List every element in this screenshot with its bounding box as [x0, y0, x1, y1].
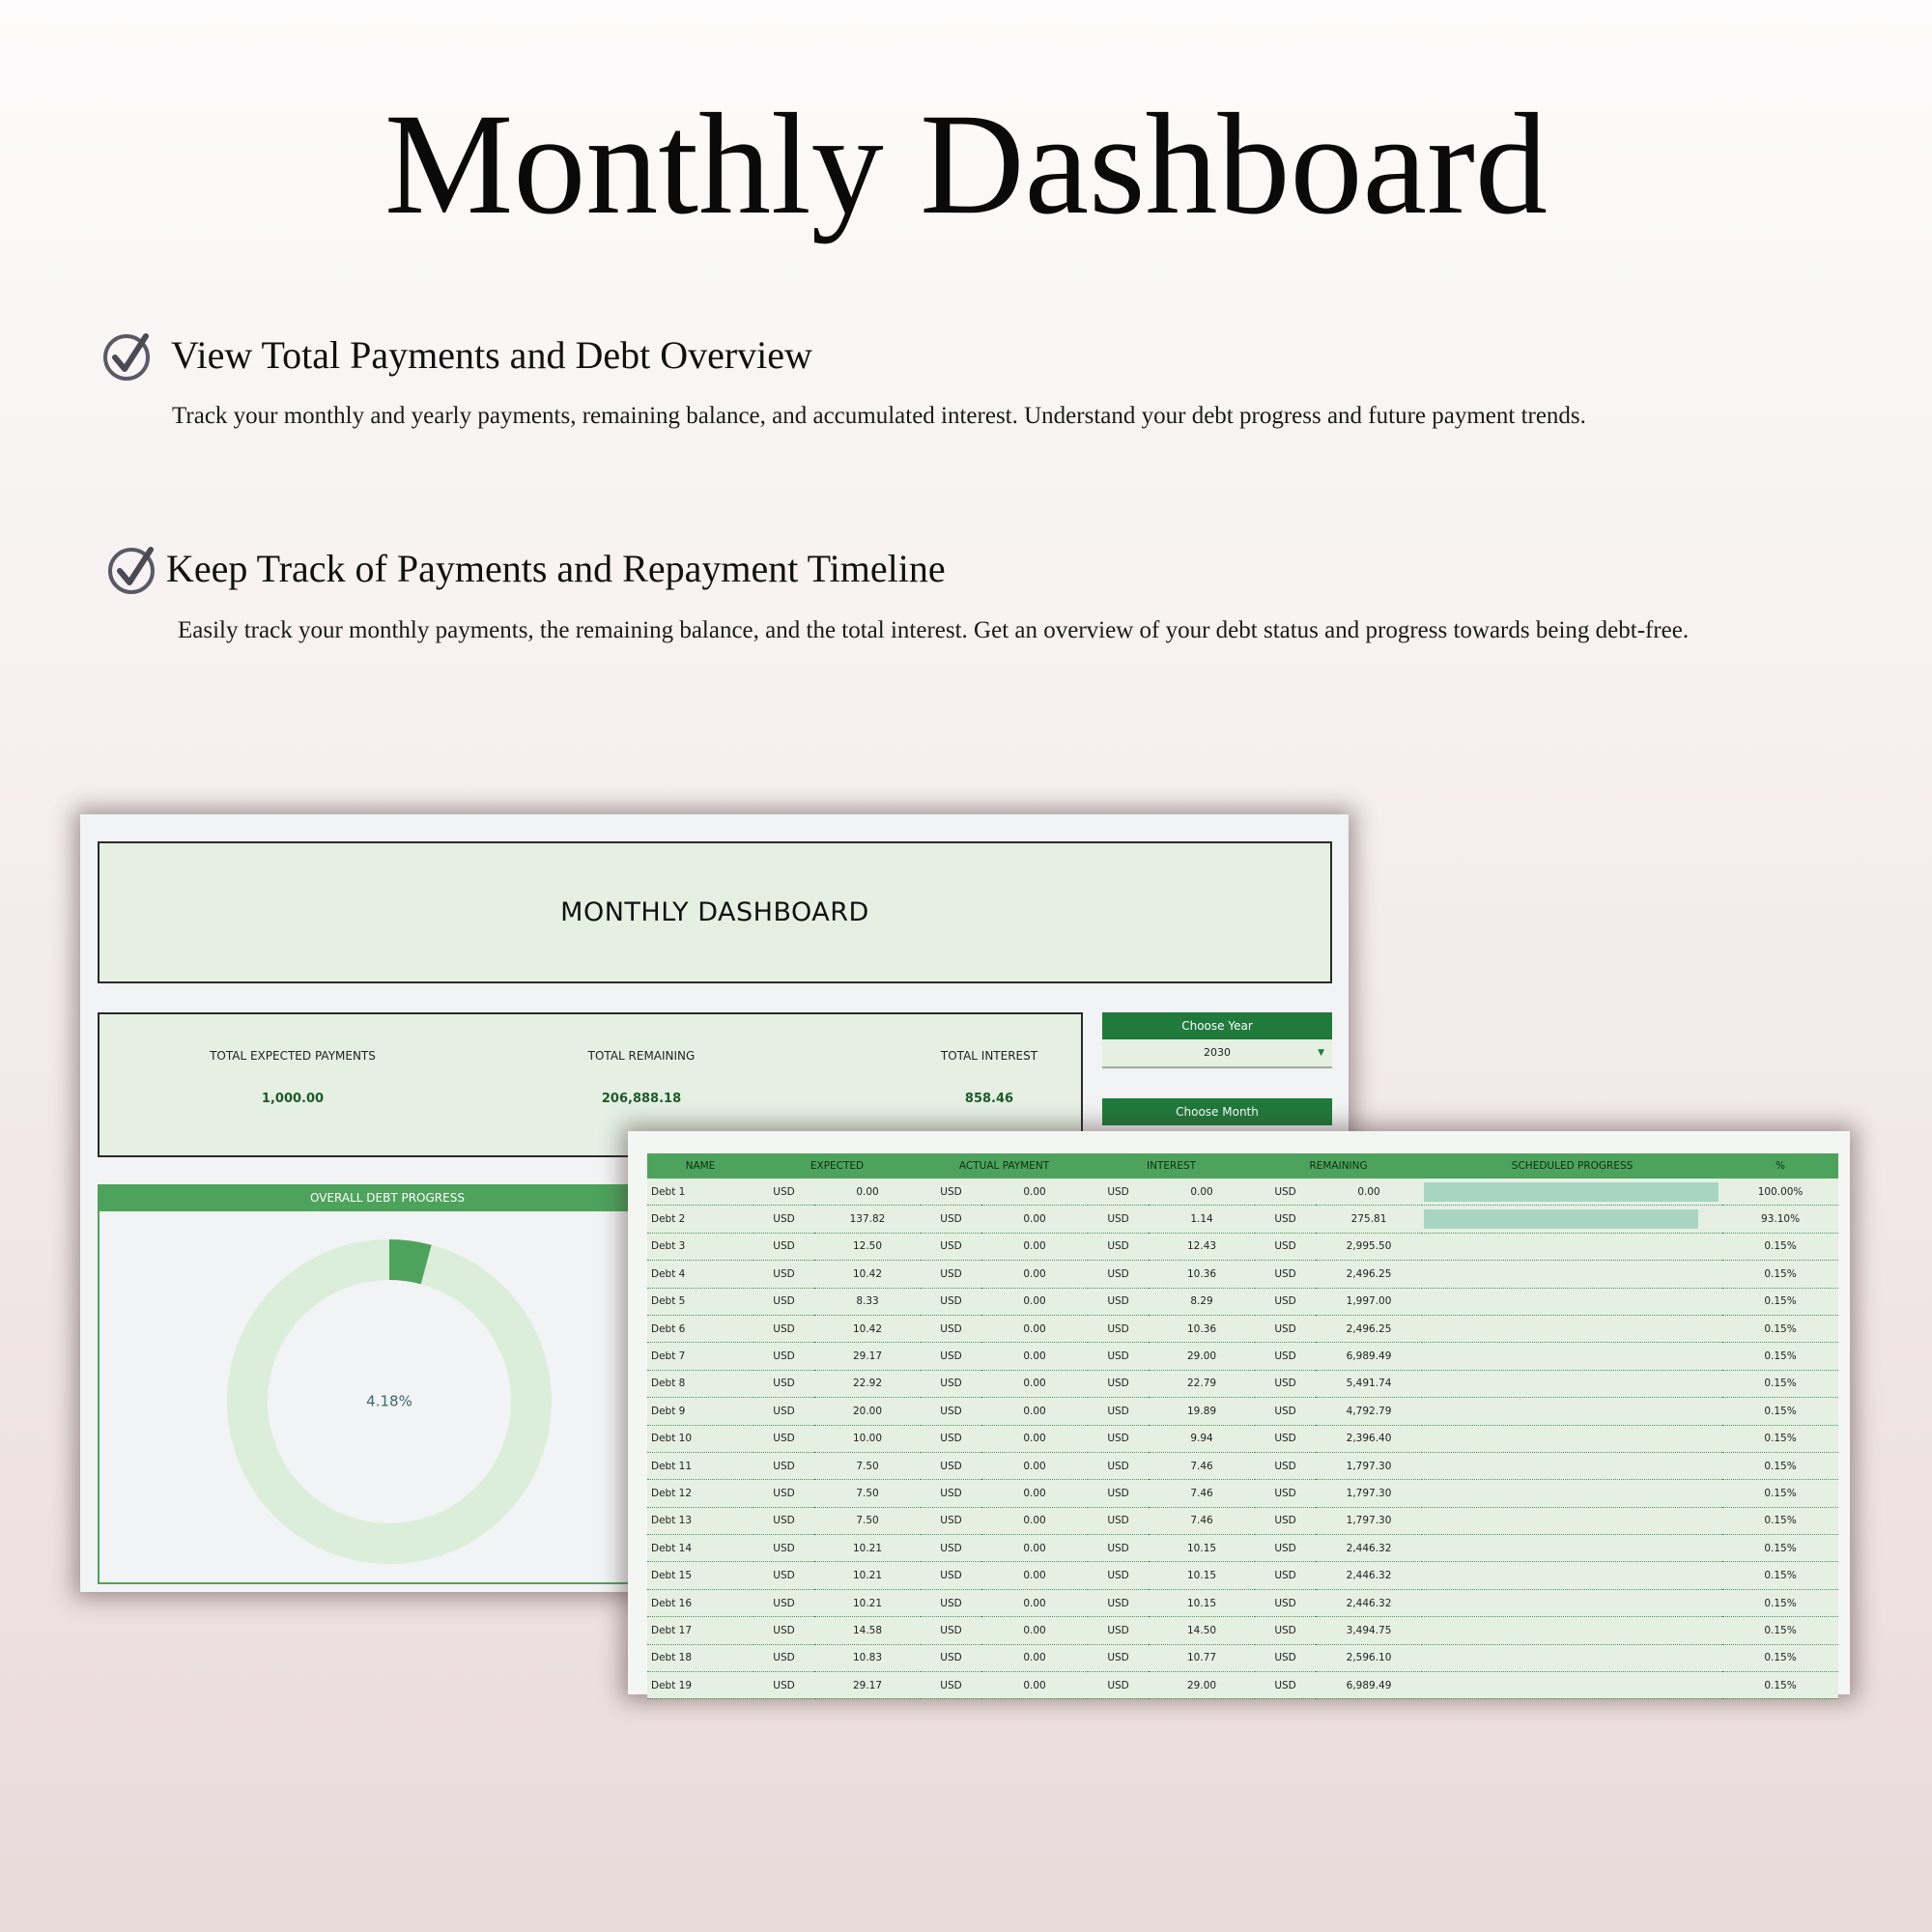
table-row	[647, 1288, 1838, 1315]
cell-remaining: 3,494.75	[1316, 1617, 1422, 1644]
cell-pct: 0.15%	[1722, 1452, 1838, 1479]
cell-cur: USD	[1088, 1589, 1149, 1616]
feature-head	[101, 328, 812, 383]
cell-name: Debt 17	[647, 1617, 753, 1644]
table-row	[647, 1507, 1838, 1534]
cell-expected: 10.42	[814, 1261, 921, 1288]
cell-progress	[1422, 1261, 1722, 1288]
cell-interest: 22.79	[1149, 1370, 1255, 1397]
table-row	[647, 1370, 1838, 1397]
cell-pct: 0.15%	[1722, 1288, 1838, 1315]
year-selector-label: Choose Year	[1102, 1012, 1332, 1039]
table-row	[647, 1672, 1838, 1699]
cell-cur: USD	[1255, 1617, 1316, 1644]
cell-cur: USD	[921, 1343, 981, 1370]
cell-cur: USD	[1088, 1425, 1149, 1452]
cell-expected: 29.17	[814, 1343, 921, 1370]
cell-cur: USD	[1255, 1315, 1316, 1342]
cell-progress	[1422, 1343, 1722, 1370]
cell-name: Debt 9	[647, 1398, 753, 1425]
cell-remaining: 2,596.10	[1316, 1644, 1422, 1671]
cell-cur: USD	[921, 1288, 981, 1315]
cell-cur: USD	[1088, 1398, 1149, 1425]
cell-cur: USD	[1255, 1644, 1316, 1671]
cell-expected: 12.50	[814, 1233, 921, 1260]
cell-actual: 0.00	[981, 1261, 1088, 1288]
cell-remaining: 6,989.49	[1316, 1672, 1422, 1699]
total-label: TOTAL REMAINING	[587, 1049, 696, 1063]
cell-name: Debt 18	[647, 1644, 753, 1671]
cell-cur: USD	[921, 1315, 981, 1342]
cell-cur: USD	[1255, 1562, 1316, 1589]
cell-actual: 0.00	[981, 1315, 1088, 1342]
table-row	[647, 1261, 1838, 1288]
cell-interest: 10.77	[1149, 1644, 1255, 1671]
month-selector-label: Choose Month	[1102, 1098, 1332, 1125]
cell-pct: 0.15%	[1722, 1617, 1838, 1644]
cell-name: Debt 6	[647, 1315, 753, 1342]
cell-cur: USD	[921, 1452, 981, 1479]
cell-expected: 20.00	[814, 1398, 921, 1425]
cell-interest: 7.46	[1149, 1507, 1255, 1534]
total-expected-payments	[148, 1049, 438, 1106]
cell-cur: USD	[921, 1179, 981, 1206]
cell-progress	[1422, 1425, 1722, 1452]
cell-interest: 0.00	[1149, 1179, 1255, 1206]
cell-progress	[1422, 1206, 1722, 1233]
cell-remaining: 4,792.79	[1316, 1398, 1422, 1425]
cell-name: Debt 14	[647, 1535, 753, 1562]
cell-cur: USD	[1088, 1507, 1149, 1534]
cell-cur: USD	[1255, 1261, 1316, 1288]
cell-pct: 0.15%	[1722, 1507, 1838, 1534]
cell-name: Debt 10	[647, 1425, 753, 1452]
cell-pct: 100.00%	[1722, 1179, 1838, 1206]
cell-pct: 0.15%	[1722, 1672, 1838, 1699]
column-header: SCHEDULED PROGRESS	[1422, 1153, 1722, 1179]
cell-cur: USD	[921, 1589, 981, 1616]
cell-cur: USD	[1255, 1672, 1316, 1699]
cell-actual: 0.00	[981, 1562, 1088, 1589]
cell-actual: 0.00	[981, 1288, 1088, 1315]
cell-expected: 137.82	[814, 1206, 921, 1233]
cell-cur: USD	[753, 1535, 814, 1562]
cell-remaining: 2,496.25	[1316, 1261, 1422, 1288]
cell-cur: USD	[1088, 1370, 1149, 1397]
cell-name: Debt 13	[647, 1507, 753, 1534]
cell-actual: 0.00	[981, 1206, 1088, 1233]
table-row	[647, 1617, 1838, 1644]
cell-interest: 10.15	[1149, 1562, 1255, 1589]
cell-expected: 22.92	[814, 1370, 921, 1397]
cell-pct: 0.15%	[1722, 1398, 1838, 1425]
cell-expected: 10.21	[814, 1562, 921, 1589]
scheduled-progress-bar	[1424, 1209, 1698, 1229]
cell-cur: USD	[1255, 1452, 1316, 1479]
table-row	[647, 1562, 1838, 1589]
total-interest	[844, 1049, 1134, 1106]
cell-pct: 0.15%	[1722, 1644, 1838, 1671]
cell-cur: USD	[753, 1398, 814, 1425]
feature-repayment-timeline	[106, 542, 946, 596]
cell-name: Debt 4	[647, 1261, 753, 1288]
cell-name: Debt 12	[647, 1480, 753, 1507]
cell-pct: 0.15%	[1722, 1233, 1838, 1260]
checkmark-icon	[106, 542, 160, 596]
cell-remaining: 1,797.30	[1316, 1452, 1422, 1479]
cell-pct: 0.15%	[1722, 1261, 1838, 1288]
cell-cur: USD	[1255, 1343, 1316, 1370]
cell-actual: 0.00	[981, 1179, 1088, 1206]
cell-actual: 0.00	[981, 1233, 1088, 1260]
cell-expected: 7.50	[814, 1480, 921, 1507]
cell-cur: USD	[921, 1507, 981, 1534]
total-value: 206,888.18	[601, 1092, 682, 1106]
cell-cur: USD	[753, 1315, 814, 1342]
cell-cur: USD	[921, 1233, 981, 1260]
progress-donut-chart	[225, 1237, 554, 1566]
cell-remaining: 2,995.50	[1316, 1233, 1422, 1260]
table-row	[647, 1179, 1838, 1206]
total-label: TOTAL EXPECTED PAYMENTS	[210, 1049, 376, 1063]
cell-remaining: 1,997.00	[1316, 1288, 1422, 1315]
cell-cur: USD	[921, 1644, 981, 1671]
overall-debt-progress-panel	[98, 1184, 677, 1584]
cell-cur: USD	[753, 1480, 814, 1507]
cell-expected: 7.50	[814, 1452, 921, 1479]
cell-pct: 0.15%	[1722, 1370, 1838, 1397]
cell-cur: USD	[1088, 1315, 1149, 1342]
cell-interest: 14.50	[1149, 1617, 1255, 1644]
cell-cur: USD	[753, 1179, 814, 1206]
table-row	[647, 1480, 1838, 1507]
cell-expected: 10.83	[814, 1644, 921, 1671]
cell-progress	[1422, 1233, 1722, 1260]
cell-cur: USD	[1255, 1398, 1316, 1425]
cell-cur: USD	[921, 1398, 981, 1425]
cell-actual: 0.00	[981, 1672, 1088, 1699]
cell-interest: 10.36	[1149, 1315, 1255, 1342]
feature-total-payments	[101, 328, 812, 383]
cell-interest: 8.29	[1149, 1288, 1255, 1315]
dashboard-title: MONTHLY DASHBOARD	[560, 897, 869, 927]
cell-cur: USD	[753, 1343, 814, 1370]
cell-remaining: 275.81	[1316, 1206, 1422, 1233]
cell-remaining: 1,797.30	[1316, 1480, 1422, 1507]
cell-cur: USD	[921, 1261, 981, 1288]
cell-remaining: 2,396.40	[1316, 1425, 1422, 1452]
cell-cur: USD	[1255, 1507, 1316, 1534]
cell-cur: USD	[1255, 1288, 1316, 1315]
cell-progress	[1422, 1507, 1722, 1534]
cell-cur: USD	[753, 1261, 814, 1288]
cell-interest: 19.89	[1149, 1398, 1255, 1425]
cell-cur: USD	[753, 1644, 814, 1671]
cell-remaining: 2,446.32	[1316, 1589, 1422, 1616]
table-row	[647, 1343, 1838, 1370]
cell-progress	[1422, 1589, 1722, 1616]
cell-cur: USD	[1255, 1233, 1316, 1260]
cell-actual: 0.00	[981, 1452, 1088, 1479]
cell-cur: USD	[1088, 1206, 1149, 1233]
cell-cur: USD	[753, 1617, 814, 1644]
cell-name: Debt 7	[647, 1343, 753, 1370]
total-value: 1,000.00	[261, 1092, 325, 1106]
cell-cur: USD	[1088, 1480, 1149, 1507]
scheduled-progress-bar	[1424, 1182, 1719, 1202]
cell-name: Debt 3	[647, 1233, 753, 1260]
cell-interest: 10.15	[1149, 1589, 1255, 1616]
cell-pct: 0.15%	[1722, 1315, 1838, 1342]
cell-name: Debt 1	[647, 1179, 753, 1206]
cell-cur: USD	[1088, 1452, 1149, 1479]
cell-cur: USD	[1255, 1179, 1316, 1206]
cell-progress	[1422, 1315, 1722, 1342]
cell-cur: USD	[1088, 1343, 1149, 1370]
cell-cur: USD	[753, 1288, 814, 1315]
cell-cur: USD	[1088, 1233, 1149, 1260]
cell-progress	[1422, 1370, 1722, 1397]
cell-expected: 7.50	[814, 1507, 921, 1534]
page-title: Monthly Dashboard	[384, 84, 1548, 244]
cell-interest: 7.46	[1149, 1480, 1255, 1507]
cell-actual: 0.00	[981, 1589, 1088, 1616]
cell-actual: 0.00	[981, 1507, 1088, 1534]
cell-name: Debt 15	[647, 1562, 753, 1589]
table-header-row	[647, 1153, 1838, 1179]
cell-progress	[1422, 1452, 1722, 1479]
year-selector[interactable]	[1102, 1012, 1332, 1068]
year-value: 2030	[1204, 1046, 1231, 1059]
cell-cur: USD	[1088, 1617, 1149, 1644]
cell-progress	[1422, 1179, 1722, 1206]
cell-pct: 0.15%	[1722, 1562, 1838, 1589]
cell-pct: 0.15%	[1722, 1480, 1838, 1507]
cell-cur: USD	[1255, 1425, 1316, 1452]
column-header: %	[1722, 1153, 1838, 1179]
cell-cur: USD	[921, 1562, 981, 1589]
overall-progress-title: OVERALL DEBT PROGRESS	[98, 1184, 677, 1211]
cell-cur: USD	[921, 1535, 981, 1562]
cell-remaining: 2,446.32	[1316, 1535, 1422, 1562]
cell-actual: 0.00	[981, 1480, 1088, 1507]
cell-cur: USD	[753, 1507, 814, 1534]
feature-title: Keep Track of Payments and Repayment Timeline	[166, 547, 946, 590]
cell-interest: 29.00	[1149, 1343, 1255, 1370]
year-dropdown[interactable]	[1102, 1039, 1332, 1068]
cell-actual: 0.00	[981, 1398, 1088, 1425]
cell-cur: USD	[1088, 1672, 1149, 1699]
cell-interest: 12.43	[1149, 1233, 1255, 1260]
cell-pct: 0.15%	[1722, 1535, 1838, 1562]
table-row	[647, 1452, 1838, 1479]
column-header: INTEREST	[1088, 1153, 1255, 1179]
cell-cur: USD	[921, 1206, 981, 1233]
cell-progress	[1422, 1398, 1722, 1425]
column-header: ACTUAL PAYMENT	[921, 1153, 1088, 1179]
cell-expected: 8.33	[814, 1288, 921, 1315]
cell-pct: 0.15%	[1722, 1589, 1838, 1616]
cell-cur: USD	[753, 1562, 814, 1589]
cell-remaining: 1,797.30	[1316, 1507, 1422, 1534]
cell-cur: USD	[753, 1672, 814, 1699]
cell-actual: 0.00	[981, 1425, 1088, 1452]
checkmark-icon	[101, 328, 156, 383]
donut-percent-label: 4.18%	[366, 1392, 412, 1410]
cell-remaining: 6,989.49	[1316, 1343, 1422, 1370]
chevron-down-icon[interactable]: ▼	[1318, 1048, 1324, 1058]
table-row	[647, 1644, 1838, 1671]
cell-cur: USD	[1255, 1480, 1316, 1507]
cell-progress	[1422, 1644, 1722, 1671]
table-row	[647, 1398, 1838, 1425]
feature-description: Easily track your monthly payments, the remaining balance, and the total interest. Get an overview of your debt status and progress towards being debt-free.	[178, 617, 1690, 643]
cell-cur: USD	[921, 1617, 981, 1644]
column-header: NAME	[647, 1153, 753, 1179]
cell-progress	[1422, 1617, 1722, 1644]
cell-remaining: 5,491.74	[1316, 1370, 1422, 1397]
cell-actual: 0.00	[981, 1343, 1088, 1370]
cell-expected: 10.00	[814, 1425, 921, 1452]
month-selector[interactable]	[1102, 1098, 1332, 1125]
cell-interest: 10.15	[1149, 1535, 1255, 1562]
feature-description: Track your monthly and yearly payments, remaining balance, and accumulated interest. Understand your debt progress and future payment trends.	[172, 403, 1586, 429]
total-remaining	[497, 1049, 786, 1106]
cell-interest: 1.14	[1149, 1206, 1255, 1233]
cell-expected: 14.58	[814, 1617, 921, 1644]
table-row	[647, 1425, 1838, 1452]
cell-cur: USD	[1088, 1644, 1149, 1671]
table-row	[647, 1206, 1838, 1233]
column-header: REMAINING	[1255, 1153, 1422, 1179]
dashboard-banner	[98, 841, 1332, 983]
cell-interest: 10.36	[1149, 1261, 1255, 1288]
cell-cur: USD	[921, 1425, 981, 1452]
total-label: TOTAL INTEREST	[940, 1049, 1038, 1063]
cell-actual: 0.00	[981, 1644, 1088, 1671]
cell-cur: USD	[1088, 1288, 1149, 1315]
total-value: 858.46	[964, 1092, 1014, 1106]
cell-name: Debt 2	[647, 1206, 753, 1233]
cell-cur: USD	[921, 1370, 981, 1397]
donut-progress-arc	[389, 1260, 426, 1264]
cell-remaining: 2,496.25	[1316, 1315, 1422, 1342]
cell-interest: 9.94	[1149, 1425, 1255, 1452]
cell-name: Debt 8	[647, 1370, 753, 1397]
cell-expected: 0.00	[814, 1179, 921, 1206]
cell-progress	[1422, 1535, 1722, 1562]
cell-cur: USD	[1255, 1535, 1316, 1562]
cell-remaining: 0.00	[1316, 1179, 1422, 1206]
cell-cur: USD	[753, 1370, 814, 1397]
cell-cur: USD	[753, 1206, 814, 1233]
cell-actual: 0.00	[981, 1370, 1088, 1397]
cell-actual: 0.00	[981, 1535, 1088, 1562]
cell-cur: USD	[1255, 1206, 1316, 1233]
cell-expected: 10.21	[814, 1589, 921, 1616]
table-row	[647, 1233, 1838, 1260]
cell-name: Debt 19	[647, 1672, 753, 1699]
table-row	[647, 1589, 1838, 1616]
cell-name: Debt 16	[647, 1589, 753, 1616]
cell-cur: USD	[921, 1480, 981, 1507]
cell-remaining: 2,446.32	[1316, 1562, 1422, 1589]
debt-table-screenshot	[628, 1131, 1850, 1694]
cell-cur: USD	[753, 1425, 814, 1452]
cell-cur: USD	[753, 1452, 814, 1479]
cell-interest: 29.00	[1149, 1672, 1255, 1699]
cell-progress	[1422, 1480, 1722, 1507]
cell-pct: 93.10%	[1722, 1206, 1838, 1233]
cell-cur: USD	[921, 1672, 981, 1699]
cell-progress	[1422, 1672, 1722, 1699]
cell-name: Debt 5	[647, 1288, 753, 1315]
cell-name: Debt 11	[647, 1452, 753, 1479]
cell-expected: 29.17	[814, 1672, 921, 1699]
cell-cur: USD	[1255, 1370, 1316, 1397]
cell-pct: 0.15%	[1722, 1343, 1838, 1370]
column-header: EXPECTED	[753, 1153, 921, 1179]
cell-expected: 10.42	[814, 1315, 921, 1342]
table-row	[647, 1315, 1838, 1342]
cell-progress	[1422, 1288, 1722, 1315]
feature-title: View Total Payments and Debt Overview	[171, 333, 812, 377]
table-row	[647, 1535, 1838, 1562]
debt-table-body	[647, 1179, 1838, 1699]
cell-cur: USD	[753, 1589, 814, 1616]
cell-actual: 0.00	[981, 1617, 1088, 1644]
cell-expected: 10.21	[814, 1535, 921, 1562]
cell-cur: USD	[1088, 1179, 1149, 1206]
debt-table	[647, 1153, 1838, 1699]
cell-pct: 0.15%	[1722, 1425, 1838, 1452]
cell-cur: USD	[1255, 1589, 1316, 1616]
cell-interest: 7.46	[1149, 1452, 1255, 1479]
cell-cur: USD	[1088, 1261, 1149, 1288]
cell-cur: USD	[1088, 1562, 1149, 1589]
cell-cur: USD	[1088, 1535, 1149, 1562]
cell-progress	[1422, 1562, 1722, 1589]
cell-cur: USD	[753, 1233, 814, 1260]
feature-head	[106, 542, 946, 596]
